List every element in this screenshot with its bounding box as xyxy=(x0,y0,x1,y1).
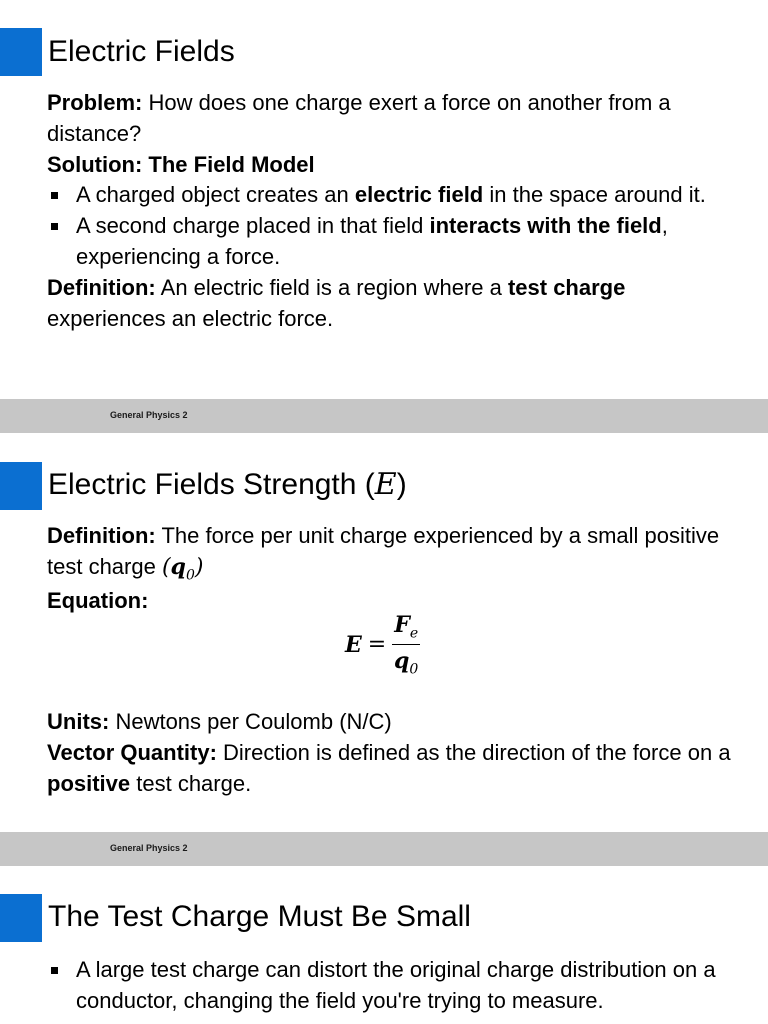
bullet-item: A second charge placed in that field interacts with the field, experiencing a force. xyxy=(47,211,747,273)
vector-paragraph: Vector Quantity: Direction is defined as the direction of the force on a positive test charge. xyxy=(47,739,731,796)
slide-body-lower xyxy=(47,707,747,799)
slide-title: Electric Fields Strength (E) xyxy=(48,467,407,502)
units-paragraph: Units: Newtons per Coulomb (N/C) xyxy=(47,709,392,734)
definition-paragraph: Definition: The force per unit charge experienced by a small positive test charge $(q_0)$ xyxy=(47,523,720,584)
slide-title: The Test Charge Must Be Small xyxy=(48,900,471,933)
slide-footer xyxy=(0,832,768,866)
problem-text: How does one charge exert a force on another from a distance? xyxy=(47,90,671,146)
equation-label: Equation: xyxy=(47,587,149,613)
equation-fraction: $\frac{F_e}{q_0}$ xyxy=(394,612,419,678)
bullet-item: A large test charge can distort the original charge distribution on a conductor, changing the field you're trying to measure. xyxy=(47,955,747,1017)
footer-course-label: General Physics 2 xyxy=(110,843,188,853)
slide-title: Electric Fields xyxy=(48,35,235,68)
problem-paragraph xyxy=(47,88,747,150)
slide-footer xyxy=(0,399,768,433)
slide-accent-bar xyxy=(0,28,42,76)
slide-body xyxy=(47,521,747,617)
problem-label: Problem: xyxy=(47,90,143,115)
slide-body xyxy=(47,955,747,1017)
field-symbol: E xyxy=(374,467,397,502)
slide-accent-bar xyxy=(0,462,42,510)
definition-paragraph: Definition: An electric field is a region where a test charge experiences an electric force. xyxy=(47,274,626,331)
slide-body xyxy=(47,88,747,334)
bullet-item: A charged object creates an electric field in the space around it. xyxy=(47,180,747,211)
solution-heading: Solution: The Field Model xyxy=(47,151,315,177)
footer-course-label: General Physics 2 xyxy=(110,410,188,420)
field-equation: E = $\frac{F_e}{q_0}$ xyxy=(345,612,419,678)
test-charge-bullets xyxy=(47,955,747,1017)
test-charge-symbol: $(q_0)$ xyxy=(161,553,204,584)
field-model-bullets xyxy=(47,180,747,272)
slide-accent-bar xyxy=(0,894,42,942)
